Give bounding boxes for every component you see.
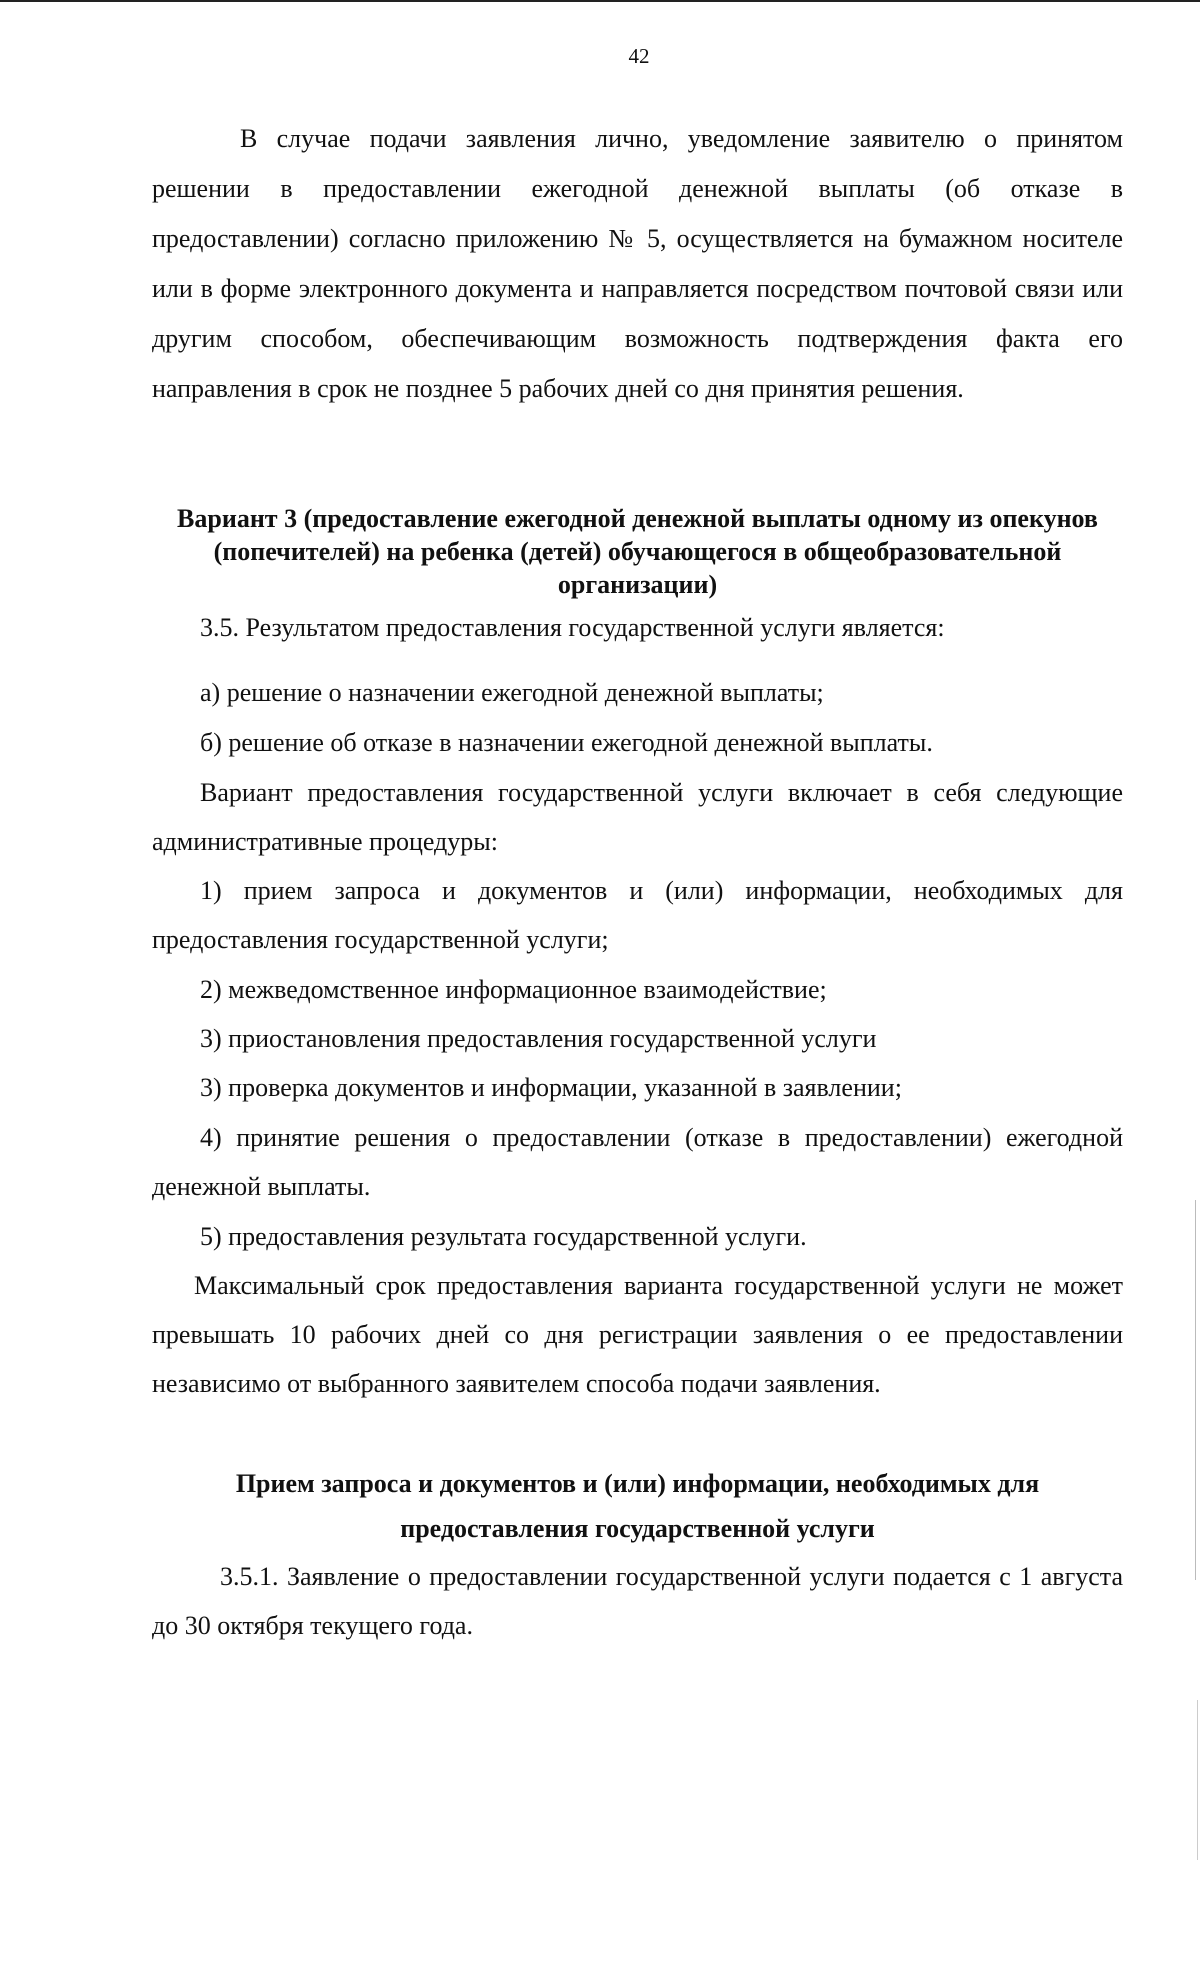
paragraph-notice: В случае подачи заявления лично, уведомление заявителю о принятом решении в предоставлении ежегодной денежной выплаты (об отказе в предоставлении) согласно приложению № 5, осуществляется на бумажном носителе или в форме электронного документа и направляется посредством почтовой связи или другим способом, обеспечивающим возможность подтверждения факта его направления в срок не позднее 5 рабочих дней со дня принятия решения. (152, 124, 1123, 403)
procedure-item-4: 4) принятие решения о предоставлении (отказе в предоставлении) ежегодной денежной выплаты. (152, 1123, 1123, 1201)
procedure-item-3b: 3) проверка документов и информации, указанной в заявлении; (200, 1073, 902, 1102)
procedure-item-2: 2) межведомственное информационное взаимодействие; (200, 975, 827, 1004)
procedures-intro: Вариант предоставления государственной услуги включает в себя следующие административные процедуры: (152, 778, 1123, 856)
max-term-paragraph: Максимальный срок предоставления варианта государственной услуги не может превышать 10 рабочих дней со дня регистрации заявления о ее предоставлении независимо от выбранного заявителем способа подачи заявления. (152, 1271, 1123, 1398)
result-item-a: а) решение о назначении ежегодной денежной выплаты; (200, 678, 824, 707)
variant-heading: Вариант 3 (предоставление ежегодной денежной выплаты одному из опекунов (попечителей) на ребенка (детей) обучающегося в общеобразовательной организации) (177, 504, 1098, 599)
scan-edge-mark (1197, 1700, 1198, 1860)
procedure-item-3a: 3) приостановления предоставления государственной услуги (200, 1024, 877, 1053)
result-item-b: б) решение об отказе в назначении ежегодной денежной выплаты. (200, 728, 933, 757)
procedure-item-1: 1) прием запроса и документов и (или) информации, необходимых для предоставления государственной услуги; (152, 876, 1123, 954)
procedure-item-5: 5) предоставления результата государственной услуги. (200, 1222, 807, 1251)
scan-edge-mark (1195, 1200, 1196, 1580)
section-heading: Прием запроса и документов и (или) информации, необходимых для предоставления государственной услуги (235, 1469, 1040, 1543)
top-border-line (0, 0, 1200, 2)
page-number: 42 (628, 44, 650, 68)
result-intro: 3.5. Результатом предоставления государственной услуги является: (200, 613, 945, 642)
submission-period-paragraph: 3.5.1. Заявление о предоставлении государственной услуги подается с 1 августа до 30 октября текущего года. (152, 1562, 1123, 1640)
